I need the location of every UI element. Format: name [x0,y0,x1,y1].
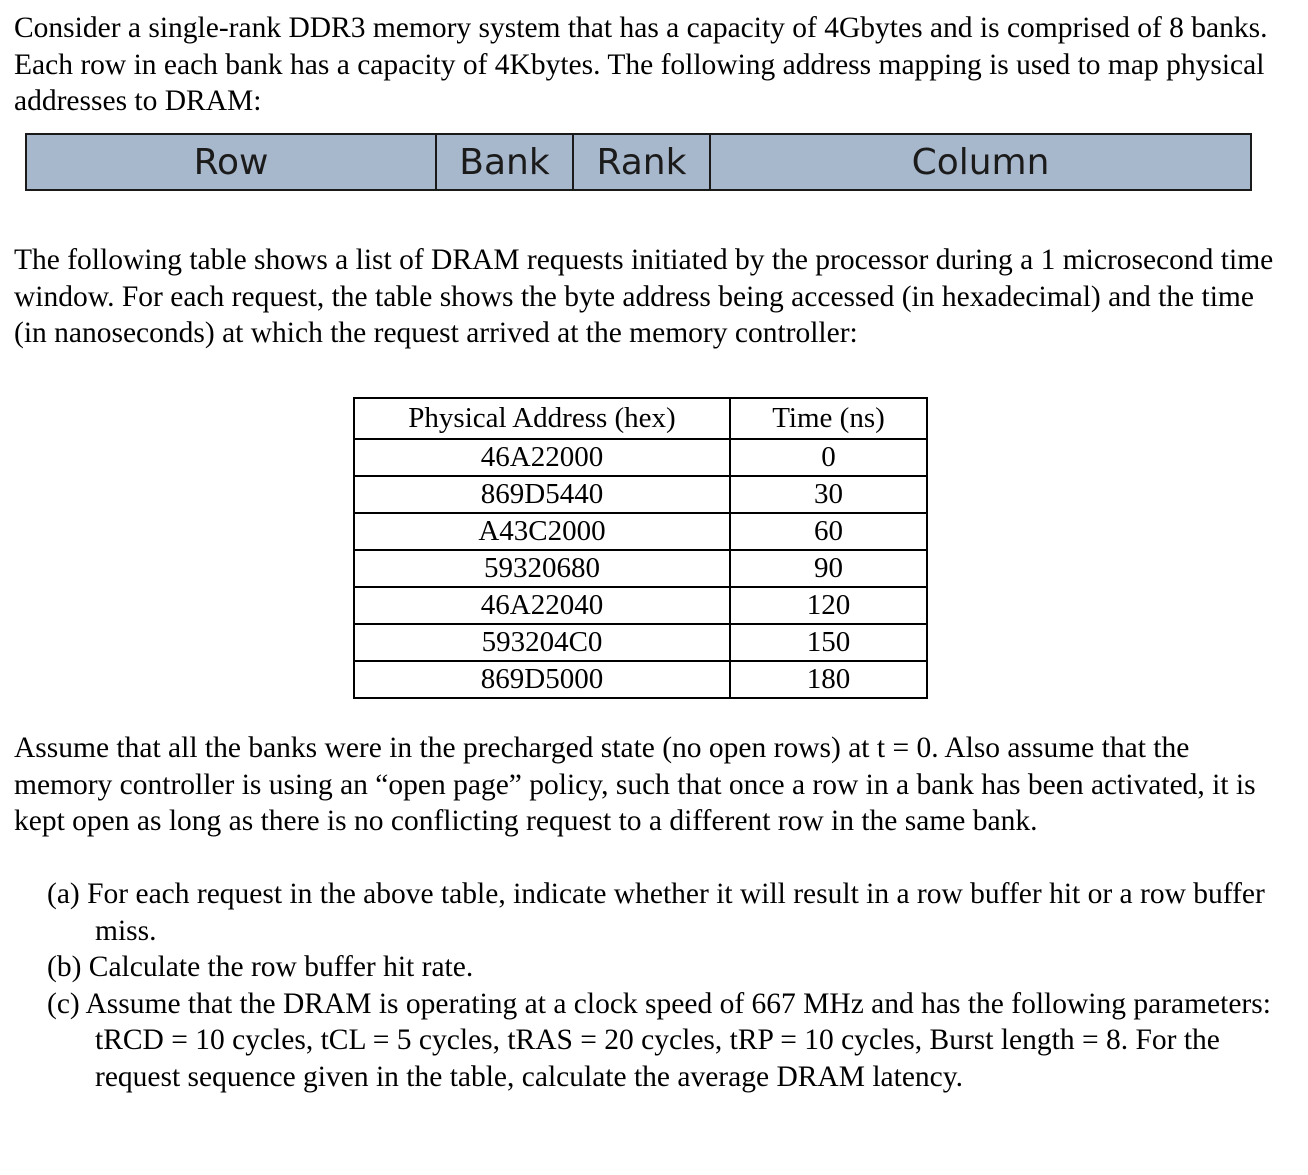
cell-time: 90 [730,550,927,587]
cell-time: 30 [730,476,927,513]
question-c: (c) Assume that the DRAM is operating at a clock speed of 667 MHz and has the following parameters: tRCD = 10 cycles, tCL = 5 cycles, tRAS = 20 cycles, tRP = 10 cycles, Burst length = 8. For the request sequence given in the table, calculate the average DRAM latency. [47,987,1271,1093]
address-field-row: Row [193,141,269,183]
header-physical-address: Physical Address (hex) [354,398,730,439]
cell-time: 150 [730,624,927,661]
requests-table [353,397,928,699]
address-field-rank: Rank [572,135,709,189]
cell-address: 869D5000 [354,661,730,698]
table-row [354,513,927,550]
table-row [354,587,927,624]
cell-address: 59320680 [354,550,730,587]
cell-address: 593204C0 [354,624,730,661]
cell-time: 180 [730,661,927,698]
table-row [354,550,927,587]
table-row [354,476,927,513]
questions-list [47,876,1287,1095]
table-row [354,624,927,661]
cell-address: A43C2000 [354,513,730,550]
table-row [354,661,927,698]
cell-time: 60 [730,513,927,550]
cell-address: 46A22040 [354,587,730,624]
intro-paragraph: Consider a single-rank DDR3 memory system that has a capacity of 4Gbytes and is comprised of 8 banks. Each row in each bank has a capacity of 4Kbytes. The following address mapping is used to map physical addresses to DRAM: [14,12,1268,117]
table-header-row [354,398,927,439]
assumptions-paragraph: Assume that all the banks were in the precharged state (no open rows) at t = 0. Also assume that the memory controller is using an “open page” policy, such that once a row in a bank has been activated, it is kept open as long as there is no conflicting request to a different row in the same bank. [14,732,1256,837]
address-field-bank: Bank [435,135,572,189]
question-b: (b) Calculate the row buffer hit rate. [47,951,474,983]
address-field-column: Column [709,135,1250,189]
table-row [354,439,927,476]
address-mapping-bar [25,133,1252,191]
cell-time: 120 [730,587,927,624]
question-a: (a) For each request in the above table, indicate whether it will result in a row buffer hit or a row buffer miss. [47,878,1265,947]
table-intro-paragraph: The following table shows a list of DRAM requests initiated by the processor during a 1 microsecond time window. For each request, the table shows the byte address being accessed (in hexadecimal) and the time (in nanoseconds) at which the request arrived at the memory controller: [14,244,1274,349]
cell-time: 0 [730,439,927,476]
cell-address: 46A22000 [354,439,730,476]
cell-address: 869D5440 [354,476,730,513]
header-time: Time (ns) [730,398,927,439]
